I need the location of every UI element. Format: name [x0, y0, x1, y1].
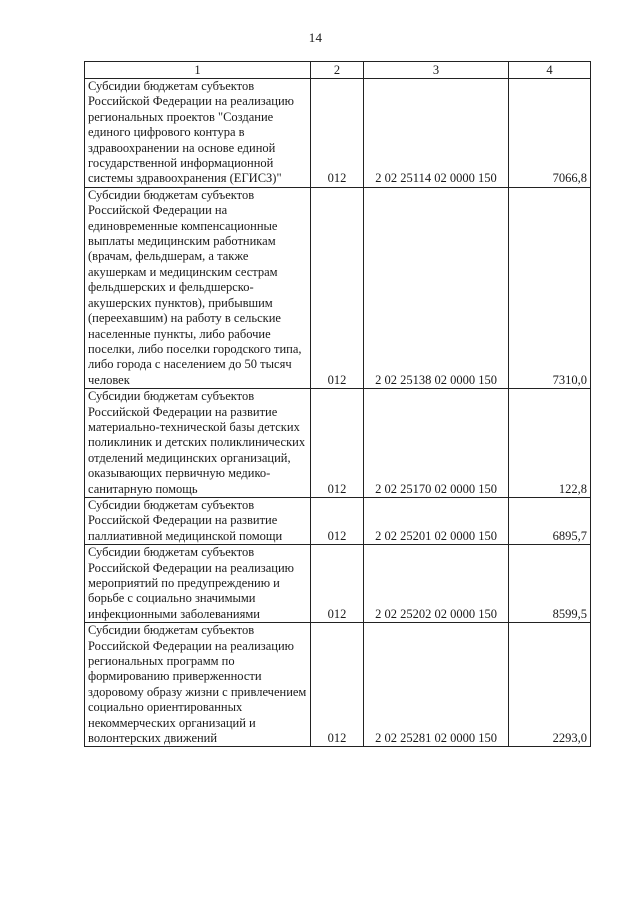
- table-header-row: [85, 62, 591, 79]
- table-row: [85, 497, 591, 544]
- amount: 8599,5: [509, 545, 591, 623]
- budget-subsidies-table: [84, 61, 591, 747]
- page-number: 14: [308, 30, 323, 45]
- subsidy-name: Субсидии бюджетам субъектов Российской Федерации на реализацию региональных проектов "Создание единого цифрового контура в здравоохранении на основе единой государственной информационной системы здравоохранения (ЕГИСЗ)": [85, 79, 311, 188]
- amount: 7066,8: [509, 79, 591, 188]
- administrator-code: 012: [311, 79, 364, 188]
- administrator-code: 012: [311, 389, 364, 498]
- subsidy-name: Субсидии бюджетам субъектов Российской Федерации на единовременные компенсационные выплаты медицинским работникам (врачам, фельдшерам, а также акушеркам и медицинским сестрам фельдшерских и фельдшерско-акушерских пунктов), прибывшим (переехавшим) на работу в сельские населенные пункты, либо рабочие поселки, либо поселки городского типа, либо города с населением до 50 тысяч человек: [85, 187, 311, 388]
- column-header-2: 2: [311, 62, 364, 79]
- amount: 2293,0: [509, 623, 591, 747]
- subsidy-name: Субсидии бюджетам субъектов Российской Федерации на развитие материально-технической базы детских поликлиник и детских поликлинических отделений медицинских организаций, оказывающих первичную медико-санитарную помощь: [85, 389, 311, 498]
- table-row: [85, 79, 591, 188]
- budget-classification-code: 2 02 25138 02 0000 150: [364, 187, 509, 388]
- table-row: [85, 389, 591, 498]
- column-header-4: 4: [509, 62, 591, 79]
- administrator-code: 012: [311, 623, 364, 747]
- table-row: [85, 187, 591, 388]
- budget-classification-code: 2 02 25281 02 0000 150: [364, 623, 509, 747]
- table-row: [85, 623, 591, 747]
- budget-classification-code: 2 02 25114 02 0000 150: [364, 79, 509, 188]
- amount: 6895,7: [509, 497, 591, 544]
- budget-classification-code: 2 02 25201 02 0000 150: [364, 497, 509, 544]
- subsidy-name: Субсидии бюджетам субъектов Российской Федерации на реализацию мероприятий по предупреждению и борьбе с социально значимыми инфекционными заболеваниями: [85, 545, 311, 623]
- column-header-1: 1: [85, 62, 311, 79]
- budget-classification-code: 2 02 25170 02 0000 150: [364, 389, 509, 498]
- administrator-code: 012: [311, 497, 364, 544]
- subsidy-name: Субсидии бюджетам субъектов Российской Федерации на развитие паллиативной медицинской помощи: [85, 497, 311, 544]
- table-row: [85, 545, 591, 623]
- amount: 122,8: [509, 389, 591, 498]
- administrator-code: 012: [311, 187, 364, 388]
- amount: 7310,0: [509, 187, 591, 388]
- administrator-code: 012: [311, 545, 364, 623]
- column-header-3: 3: [364, 62, 509, 79]
- budget-classification-code: 2 02 25202 02 0000 150: [364, 545, 509, 623]
- subsidy-name: Субсидии бюджетам субъектов Российской Федерации на реализацию региональных программ по формированию приверженности здоровому образу жизни с привлечением социально ориентированных некоммерческих организаций и волонтерских движений: [85, 623, 311, 747]
